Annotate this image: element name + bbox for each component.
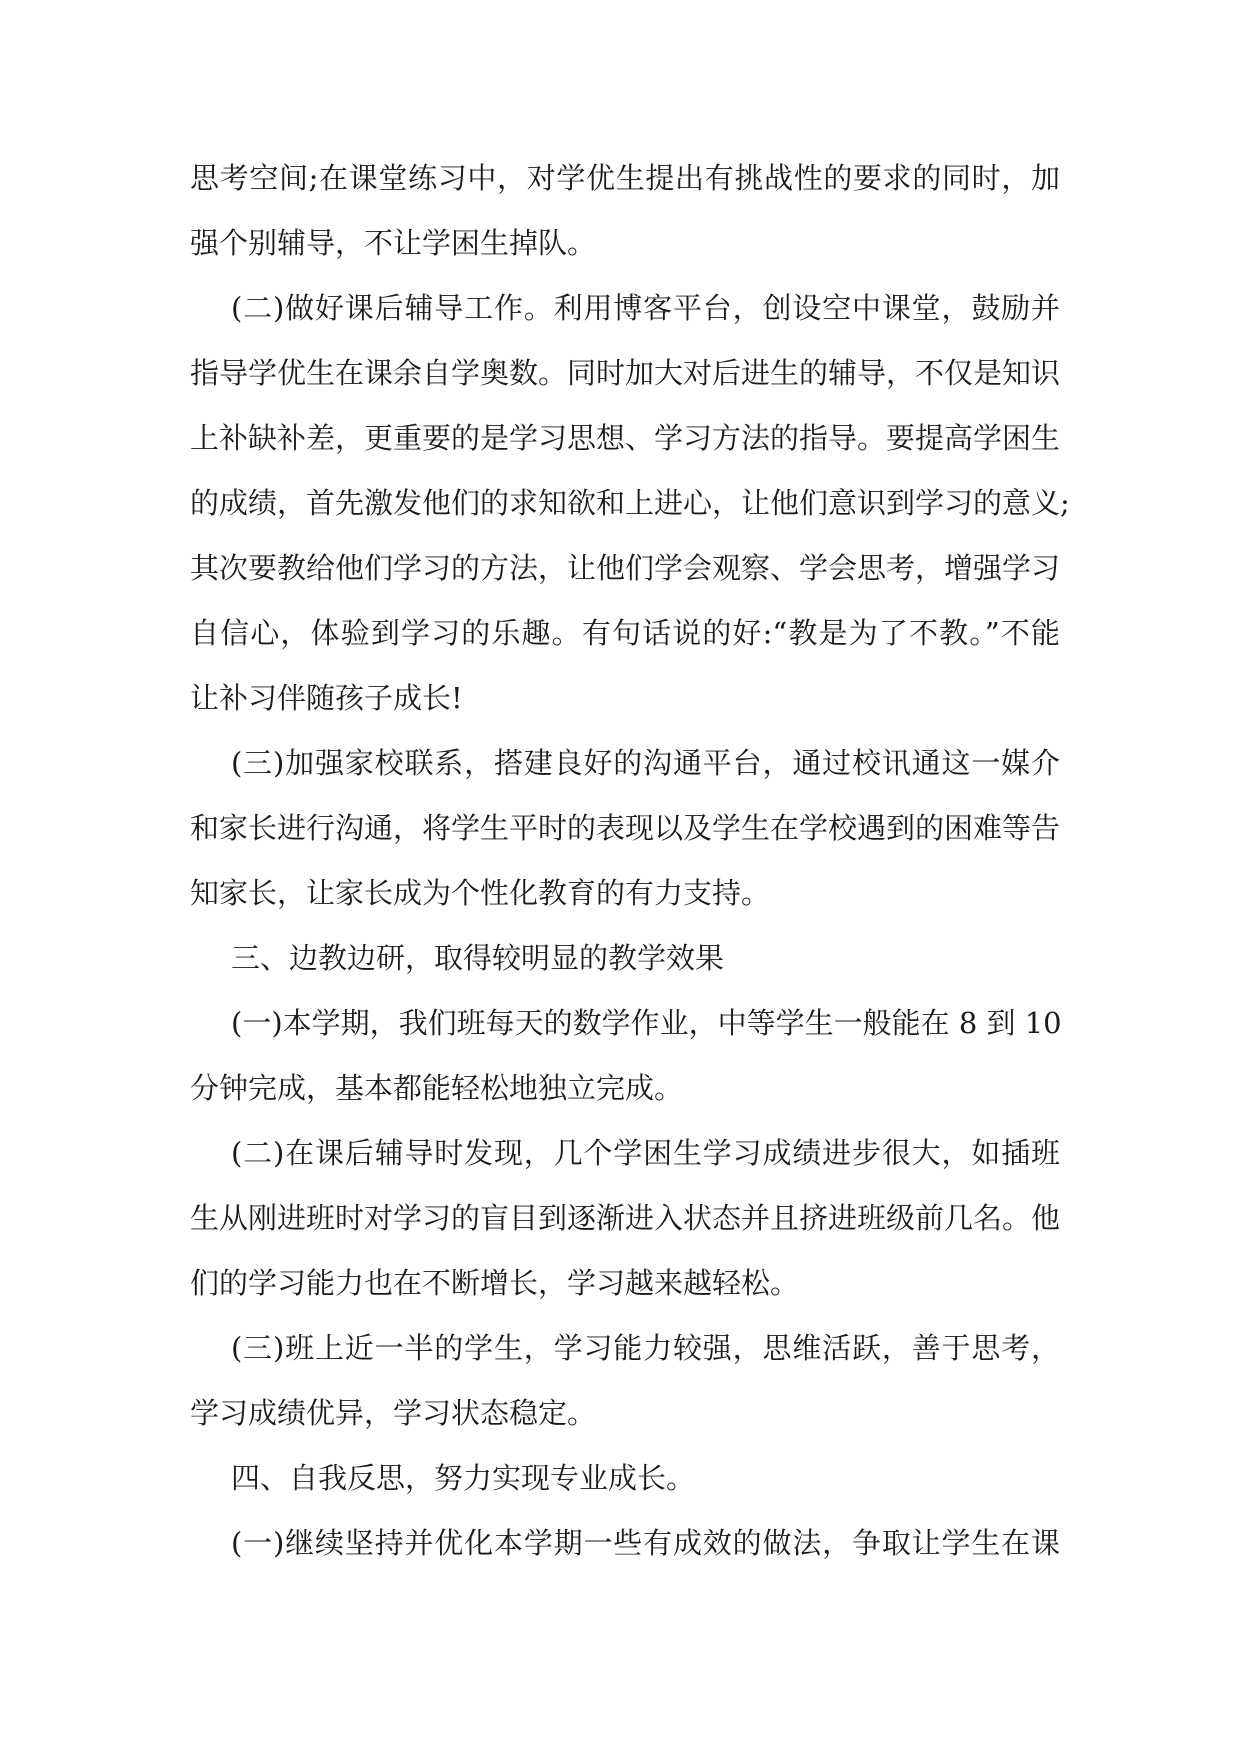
paragraph-line: 的成绩，首先激发他们的求知欲和上进心，让他们意识到学习的意义;: [190, 486, 1070, 520]
paragraph-line: 指导学优生在课余自学奥数。同时加大对后进生的辅导，不仅是知识: [190, 356, 1061, 390]
paragraph-line: 让补习伴随孩子成长!: [190, 681, 463, 715]
paragraph-line: 们的学习能力也在不断增长，学习越来越轻松。: [190, 1266, 800, 1300]
paragraph-line: 和家长进行沟通，将学生平时的表现以及学生在学校遇到的困难等告: [190, 811, 1061, 845]
paragraph-line: (一)继续坚持并优化本学期一些有成效的做法，争取让学生在课: [231, 1526, 1060, 1560]
paragraph-line: 自信心，体验到学习的乐趣。有句话说的好:“教是为了不教。”不能: [190, 616, 1060, 650]
paragraph-line: (三)加强家校联系，搭建良好的沟通平台，通过校讯通这一媒介: [231, 746, 1060, 780]
paragraph-line: 知家长，让家长成为个性化教育的有力支持。: [190, 876, 771, 910]
paragraph-line: (一)本学期，我们班每天的数学作业，中等学生一般能在 8 到 10: [231, 1006, 1062, 1040]
paragraph-line: (二)做好课后辅导工作。利用博客平台，创设空中课堂，鼓励并: [231, 291, 1060, 325]
paragraph-line: (三)班上近一半的学生，学习能力较强，思维活跃，善于思考，: [231, 1331, 1060, 1365]
document-body: [190, 158, 1070, 1588]
paragraph-line: 思考空间;在课堂练习中，对学优生提出有挑战性的要求的同时，加: [190, 161, 1060, 195]
paragraph-line: 分钟完成，基本都能轻松地独立完成。: [190, 1071, 684, 1105]
section-heading: 三、边教边研，取得较明显的教学效果: [231, 941, 725, 975]
paragraph-line: 其次要教给他们学习的方法，让他们学会观察、学会思考，增强学习: [190, 551, 1061, 585]
paragraph-line: 强个别辅导，不让学困生掉队。: [190, 226, 597, 260]
paragraph-line: (二)在课后辅导时发现，几个学困生学习成绩进步很大，如插班: [231, 1136, 1060, 1170]
paragraph-line: 学习成绩优异，学习状态稳定。: [190, 1396, 597, 1430]
section-heading: 四、自我反思，努力实现专业成长。: [231, 1461, 696, 1495]
paragraph-line: 上补缺补差，更重要的是学习思想、学习方法的指导。要提高学困生: [190, 421, 1061, 455]
paragraph-line: 生从刚进班时对学习的盲目到逐渐进入状态并且挤进班级前几名。他: [190, 1201, 1061, 1235]
